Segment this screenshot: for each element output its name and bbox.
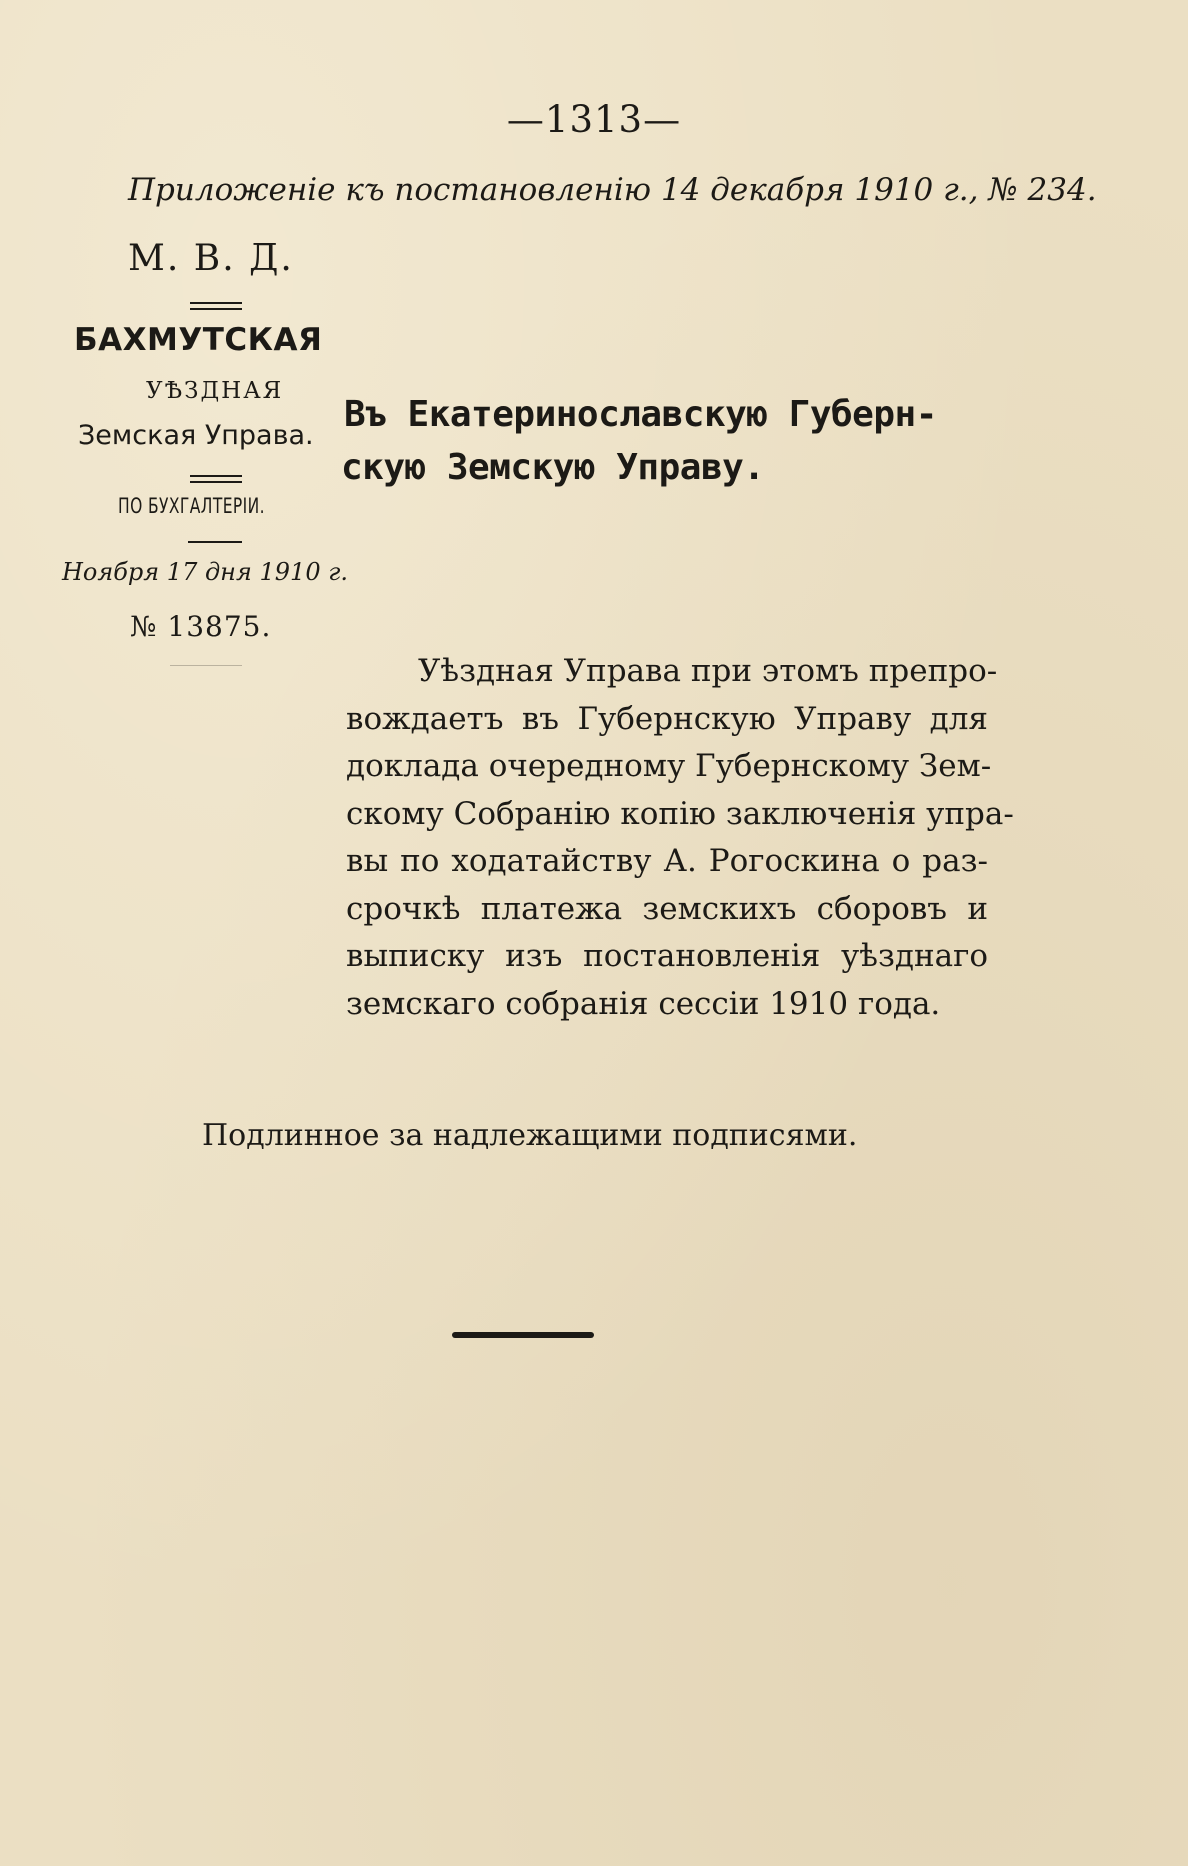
page-number: —1313— — [506, 98, 682, 141]
organization-name: БАХМУТСКАЯ — [74, 322, 323, 358]
addressee-block — [341, 388, 1004, 494]
closing-rule — [452, 1332, 594, 1338]
body-line: срочкѣ платежа земскихъ сборовъ и — [346, 890, 988, 927]
double-rule-bottom — [190, 308, 242, 310]
addressee-line: скую Земскую Управу. — [341, 447, 765, 488]
addressee-line: Въ Екатеринославскую Губерн- — [344, 394, 937, 435]
outgoing-number: № 13875. — [130, 610, 272, 643]
body-line: Уѣздная Управа при этомъ препро- — [418, 653, 998, 689]
double-rule-bottom — [190, 481, 242, 483]
organization-type: УѢЗДНАЯ — [146, 378, 284, 404]
divider-rule — [188, 541, 242, 543]
department-name: ПО БУХГАЛТЕРІИ. — [118, 494, 265, 518]
body-line: вождаетъ въ Губернскую Управу для — [346, 700, 988, 737]
organization-body: Земская Управа. — [78, 420, 314, 451]
body-line: вы по ходатайству А. Рогоскина о раз- — [346, 843, 988, 879]
appendix-reference: Приложеніе къ постановленію 14 декабря 1910 г., № 234. — [128, 172, 1097, 208]
signature-note: Подлинное за надлежащими подписями. — [202, 1118, 858, 1153]
letter-date: Ноября 17 дня 1910 г. — [62, 558, 348, 586]
double-rule-top — [190, 302, 242, 304]
body-line: доклада очередному Губернскому Зем- — [346, 748, 992, 784]
faint-rule — [170, 665, 242, 666]
body-line: выписку изъ постановленія уѣзднаго — [346, 938, 988, 974]
body-line: скому Собранію копію заключенія упра- — [346, 795, 1014, 832]
letter-body — [346, 648, 1014, 1028]
double-rule-top — [190, 475, 242, 477]
ministry-abbreviation: М. В. Д. — [128, 238, 294, 279]
body-line: земскаго собранія сессіи 1910 года. — [346, 985, 941, 1022]
